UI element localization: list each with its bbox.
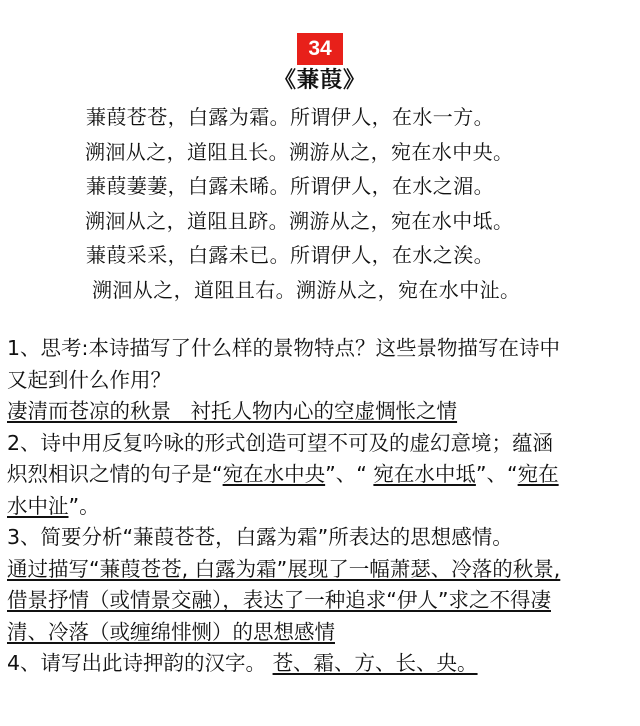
q1-answer [7,396,637,428]
q2-text-line-2 [7,459,637,491]
q3-text-line-1: 3、简要分析“蒹葭苍苍，白露为霜”所表达的思想感情。 [7,525,513,549]
q2-text-line-3 [7,491,637,523]
poem-line-5: 蒹葭采采，白露未已。所谓伊人，在水之涘。 [86,243,494,267]
poem-title: 《蒹葭》 [273,68,366,93]
q2-separator-1: ”、“ [325,462,374,486]
q2-separator-2: ”、“ [475,462,518,486]
q2-suffix: ”。 [68,493,100,518]
poem-line-2: 溯洄从之，道阻且长。溯游从之，宛在水中央。 [85,139,514,164]
questions-section [7,333,637,680]
q4-line [7,648,637,680]
number-badge: 34 [297,33,343,65]
q4-answer: 苍、霜、方、长、央。 [272,651,478,675]
q1-text-line-2: 又起到什么作用？ [7,367,171,392]
q2-answer-2: 宛在水中坻 [373,462,476,486]
q1-text-line-1: 1、思考:本诗描写了什么样的景物特点？这些景物描写在诗中 [7,336,560,360]
q1-answer-text: 凄清而苍凉的秋景 衬托人物内心的空虚惆怅之情 [7,399,458,423]
q2-answer-1: 宛在水中央 [222,462,326,486]
q2-answer-3-part-1: 宛在 [517,462,559,486]
q2-answer-3-part-2: 水中沚 [7,493,69,518]
q3-answer-text-1: 通过描写“蒹葭苍苍, 白露为霜”展现了一幅萧瑟、冷落的秋景, [7,556,561,581]
q3-answer-line-1 [7,554,637,586]
q2-text-line-1: 2、诗中用反复吟咏的形式创造可望不可及的虚幻意境；蕴涵 [7,430,554,455]
q3-answer-line-2 [7,585,637,617]
poem-line-4: 溯洄从之，道阻且跻。溯游从之，宛在水中坻。 [85,208,514,233]
q3-answer-text-3: 清、冷落（或缠绵悱恻）的思想感情 [7,619,335,644]
poem-body [0,100,640,307]
q2-prefix: 炽烈相识之情的句子是“ [7,462,223,486]
q3-answer-text-2: 借景抒情（或情景交融），表达了一种追求“伊人”求之不得凄 [7,588,551,612]
q4-prompt: 4、请写出此诗押韵的汉字。 [7,651,273,675]
poem-line-6: 溯洄从之，道阻且右。溯游从之，宛在水中沚。 [92,277,521,302]
q3-answer-line-3 [7,617,637,649]
poem-line-3: 蒹葭萋萋，白露未晞。所谓伊人，在水之湄。 [86,174,494,198]
poem-line-1: 蒹葭苍苍，白露为霜。所谓伊人，在水一方。 [86,105,494,129]
